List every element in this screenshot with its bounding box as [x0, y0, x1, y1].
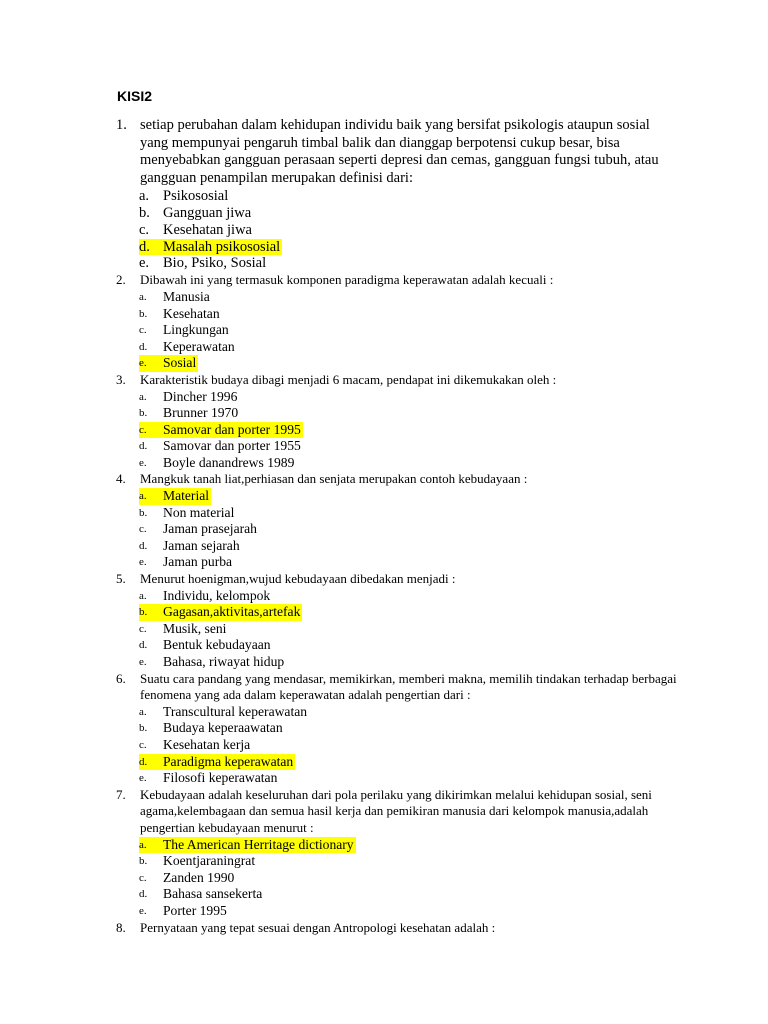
- option-text: Psikososial: [163, 187, 229, 204]
- option-letter: b.: [139, 307, 148, 320]
- option-letter: e.: [139, 255, 150, 272]
- answer-option: [139, 239, 768, 256]
- option-letter: d.: [139, 755, 148, 768]
- answer-option: [139, 770, 768, 787]
- answer-option: [139, 339, 768, 356]
- question-number: 6.: [116, 670, 126, 686]
- question-number: 4.: [116, 471, 126, 487]
- highlighted-answer-text: The American Herritage dictionary: [163, 836, 354, 852]
- option-text: Bahasa, riwayat hidup: [163, 654, 285, 669]
- answer-option: [139, 870, 768, 887]
- option-letter: a.: [139, 390, 147, 403]
- option-text: Samovar dan porter 1955: [163, 438, 301, 454]
- answer-option: [139, 405, 768, 422]
- question-text: Suatu cara pandang yang mendasar, memikirkan, memberi makna, memilih tindakan terhadap berbagai fenomena yang ada dalam keperawatan adalah pengertian dari :: [140, 670, 677, 703]
- answer-option: [139, 538, 768, 555]
- question-text: setiap perubahan dalam kehidupan individu baik yang bersifat psikologis ataupun sosial yang mempunyai pengaruh timbal balik dan dianggap berpotensi cukup besar, bisa menyebabkan gangguan perasaan seperti depresi dan cemas, gangguan fungsi tubuh, atau gangguan penampilan merupakan definisi dari:: [140, 117, 659, 187]
- question-line: [0, 372, 768, 389]
- option-letter: b.: [139, 855, 148, 868]
- question-number: 5.: [116, 571, 126, 587]
- option-text: Musik, seni: [163, 620, 227, 636]
- option-text: Individu, kelompok: [163, 587, 271, 603]
- highlighted-answer-text: Material: [163, 488, 210, 504]
- option-text: Bentuk kebudayaan: [163, 637, 271, 653]
- answer-option: [139, 720, 768, 737]
- option-letter: c.: [139, 324, 147, 337]
- question-text: Menurut hoenigman,wujud kebudayaan dibedakan menjadi :: [140, 571, 456, 587]
- option-letter: a.: [139, 589, 147, 602]
- question-item: [0, 671, 768, 787]
- option-text: Gangguan jiwa: [163, 204, 252, 221]
- question-number: 8.: [116, 919, 126, 935]
- page-title: KISI2: [117, 88, 153, 104]
- option-letter: a.: [139, 490, 147, 503]
- option-text: Bahasa sansekerta: [163, 886, 263, 902]
- answer-option: [139, 505, 768, 522]
- option-letter: c.: [139, 871, 147, 884]
- highlighted-answer-text: Paradigma keperawatan: [163, 753, 294, 769]
- option-letter: b.: [139, 506, 148, 519]
- highlighted-answer-text: Gagasan,aktivitas,artefak: [163, 604, 301, 620]
- option-letter: e.: [139, 772, 147, 785]
- option-text: Filosofi keperawatan: [163, 770, 278, 786]
- option-letter: b.: [139, 407, 148, 420]
- answer-option: [139, 604, 768, 621]
- question-item: [0, 117, 768, 272]
- question-number: 3.: [116, 371, 126, 387]
- option-letter: e.: [139, 656, 147, 668]
- answer-option: [139, 588, 768, 605]
- option-letter: d.: [139, 888, 148, 901]
- answer-option: [139, 455, 768, 472]
- answer-option: [139, 188, 768, 205]
- question-line: [0, 787, 768, 837]
- option-text: Keperawatan: [163, 338, 235, 354]
- answer-option: [139, 488, 768, 505]
- option-letter: e.: [139, 556, 147, 569]
- option-letter: b.: [139, 606, 148, 619]
- option-letter: a.: [139, 187, 150, 204]
- option-letter: b.: [139, 204, 150, 221]
- option-letter: c.: [139, 523, 147, 536]
- question-number: 2.: [116, 272, 126, 288]
- answer-option: [139, 654, 768, 671]
- option-text: Kesehatan: [163, 305, 220, 321]
- answer-option: [139, 222, 768, 239]
- question-item: [0, 920, 768, 937]
- question-item: [0, 787, 768, 920]
- question-text: Dibawah ini yang termasuk komponen paradigma keperawatan adalah kecuali :: [140, 272, 554, 288]
- answer-option: [139, 289, 768, 306]
- option-text: Jaman sejarah: [163, 537, 240, 553]
- option-text: Porter 1995: [163, 902, 227, 918]
- answer-option: [139, 205, 768, 222]
- option-text: Bio, Psiko, Sosial: [163, 255, 267, 272]
- question-line: [0, 117, 768, 188]
- option-letter: a.: [139, 705, 147, 718]
- option-letter: a.: [139, 290, 147, 303]
- question-text: Mangkuk tanah liat,perhiasan dan senjata merupakan contoh kebudayaan :: [140, 471, 528, 487]
- answer-option: [139, 837, 768, 854]
- answer-option: [139, 306, 768, 323]
- option-letter: c.: [139, 738, 147, 751]
- option-letter: c.: [139, 423, 147, 436]
- question-item: [0, 272, 768, 372]
- option-letter: c.: [139, 622, 147, 635]
- highlighted-answer-text: Samovar dan porter 1995: [163, 421, 301, 437]
- answer-option: [139, 704, 768, 721]
- answer-option: [139, 903, 768, 920]
- option-text: Jaman prasejarah: [163, 521, 257, 537]
- answer-option: [139, 255, 768, 272]
- answer-option: [139, 554, 768, 571]
- question-line: [0, 272, 768, 289]
- option-text: Koentjaraningrat: [163, 853, 256, 869]
- question-item: [0, 372, 768, 472]
- answer-option: [139, 853, 768, 870]
- question-text: Kebudayaan adalah keseluruhan dari pola perilaku yang dikirimkan melalui kehidupan sosial, seni agama,kelembagaan dan semua hasil kerja dan pemikiran manusia dari kelompok manusia,adalah pengertian kebudayaan menurut :: [140, 786, 652, 835]
- highlighted-answer-text: Masalah psikososial: [163, 238, 281, 255]
- option-letter: e.: [139, 357, 147, 370]
- answer-option: [139, 521, 768, 538]
- question-line: [0, 571, 768, 588]
- option-text: Manusia: [163, 288, 210, 304]
- option-text: Jaman purba: [163, 554, 233, 570]
- question-number: 7.: [116, 786, 126, 802]
- option-text: Non material: [163, 504, 235, 520]
- answer-option: [139, 886, 768, 903]
- option-text: Transcultural keperawatan: [163, 703, 308, 719]
- option-letter: b.: [139, 722, 148, 735]
- question-list: [0, 117, 768, 936]
- question-number: 1.: [116, 117, 127, 133]
- question-item: [0, 571, 768, 671]
- option-letter: d.: [139, 539, 148, 552]
- option-letter: d.: [139, 238, 150, 255]
- option-text: Dincher 1996: [163, 388, 238, 404]
- option-letter: d.: [139, 340, 148, 353]
- option-text: Kesehatan jiwa: [163, 221, 252, 238]
- option-text: Zanden 1990: [163, 869, 235, 885]
- question-line: [0, 471, 768, 488]
- question-line: [0, 920, 768, 937]
- option-letter: a.: [139, 838, 147, 851]
- highlighted-answer-text: Sosial: [163, 355, 197, 371]
- option-text: Kesehatan kerja: [163, 736, 251, 752]
- answer-option: [139, 637, 768, 654]
- option-text: Budaya keperaawatan: [163, 720, 283, 736]
- answer-option: [139, 389, 768, 406]
- question-text: Pernyataan yang tepat sesuai dengan Antropologi kesehatan adalah :: [140, 919, 496, 935]
- answer-option: [139, 737, 768, 754]
- question-item: [0, 471, 768, 571]
- question-line: [0, 671, 768, 704]
- option-letter: e.: [139, 456, 147, 469]
- answer-option: [139, 322, 768, 339]
- option-letter: d.: [139, 440, 148, 453]
- option-letter: d.: [139, 639, 148, 652]
- answer-option: [139, 422, 768, 439]
- answer-option: [139, 754, 768, 771]
- option-text: Brunner 1970: [163, 405, 239, 421]
- option-letter: c.: [139, 221, 150, 238]
- answer-option: [139, 438, 768, 455]
- answer-option: [139, 355, 768, 372]
- option-text: Lingkungan: [163, 322, 229, 338]
- question-text: Karakteristik budaya dibagi menjadi 6 macam, pendapat ini dikemukakan oleh :: [140, 371, 557, 387]
- option-letter: e.: [139, 904, 147, 917]
- option-text: Boyle danandrews 1989: [163, 454, 295, 470]
- answer-option: [139, 621, 768, 638]
